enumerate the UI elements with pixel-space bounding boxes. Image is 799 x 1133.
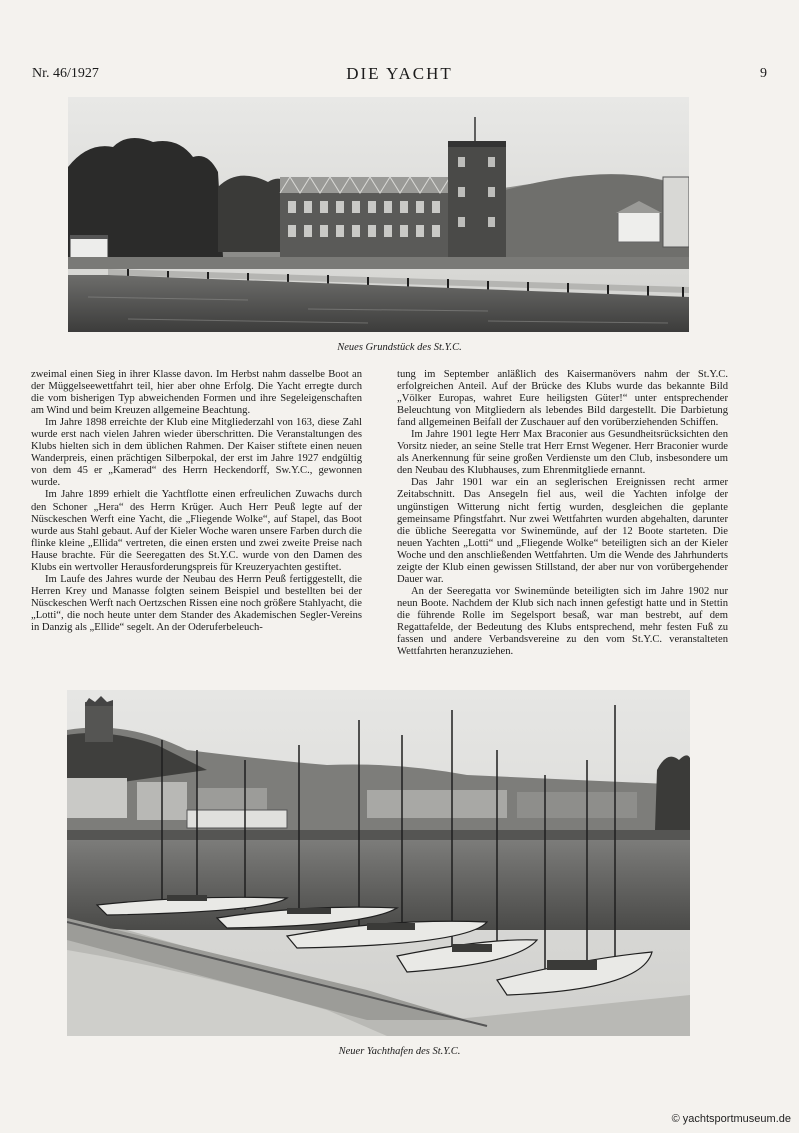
page-header xyxy=(32,62,767,86)
paragraph: Im Jahre 1901 legte Herr Max Braconier aus Gesundheitsrücksichten den Vorsitz nieder, an seine Stelle trat Herr Ernst Wegener. Herr Braconier wurde als Anerkennung für seine großen Verdienste um den Club, insbesondere um den Neubau des Klubhauses, zum Ehrenmitgliede ernannt. xyxy=(397,429,728,477)
article-column-right xyxy=(397,369,728,658)
paragraph: Im Laufe des Jahres wurde der Neubau des Herrn Peuß fertiggestellt, die Herren Krey und Manasse folgten seinem Beispiel und bestellten bei der Nüsckeschen Werft nach Oertzschen Rissen eine noch größere Stahlyacht, die „Lotti“, die noch heute unter dem Stander des Akademischen Segler-Vereins in Danzig als „Ellide“ segelt. An der Oderuferbeleuch- xyxy=(31,573,362,633)
page-number: 9 xyxy=(760,66,767,81)
clubhouse-photo xyxy=(68,97,689,332)
paragraph: Das Jahr 1901 war ein an seglerischen Ereignissen recht armer Zeitabschnitt. Das Ansegeln fiel aus, weil die Yachten infolge der ungünstigen Witterung nicht fertig wurden, desgleichen die geplante gemeinsame Pfingstfahrt. Nur zwei Wettfahrten wurden abgehalten, darunter die übliche Seeregatta vor Swinemünde, auf der 12 Boote starteten. Die neuen Yachten „Lotti“ und „Fliegende Wolke“ beteiligten sich an der Kieler Woche und den anschließenden Wettfahrten. Um die Wende des Jahrhunderts zeigte der Klub einen gewissen Stillstand, der aber nur von vorübergehender Dauer war. xyxy=(397,477,728,585)
paragraph: Im Jahre 1899 erhielt die Yachtflotte einen erfreulichen Zuwachs durch den Schoner „Hera“ des Herrn Krüger. Auch Herr Peuß legte auf der Nüsckeschen Werft eine Yacht, die „Fliegende Wolke“, auf Stapel, das Boot wurde aus Stahl gebaut. Auf der Kieler Woche waren unsere Farben durch die flinke kleine „Ellida“ vertreten, die einen ersten und zwei zweite Preise nach Hause brachte. Für die Seeregatten des St.Y.C. wurde von den Damen des Klubs ein wertvoller Herausforderungspreis für Kreuzeryachten gestiftet. xyxy=(31,489,362,573)
harbor-photo-caption: Neuer Yachthafen des St.Y.C. xyxy=(338,1046,461,1057)
paragraph: tung im September anläßlich des Kaisermanövers nahm der St.Y.C. erfolgreichen Anteil. Auf der Brücke des Klubs wurde das bekannte Bild „Völker Europas, wahret Eure heiligsten Güter!“ unter entsprechender Beleuchtung von Mitgliedern als lebendes Bild dargestellt. Die Darbietung fand allgemeinen Beifall der Zuschauer auf den vorüberziehenden Schiffen. xyxy=(397,369,728,429)
paragraph: An der Seeregatta vor Swinemünde beteiligten sich im Jahre 1902 nur neun Boote. Nachdem der Klub sich nach innen gefestigt hatte und in Stettin die führende Rolle im Segelsport besaß, war man bestrebt, auf dem Regattafelde, der Bedeutung des Klubs entsprechend, mehr festen Fuß zu fassen und andere Verbandsvereine zu den vom St.Y.C. veranstalteten Wettfahrten heranzuziehen. xyxy=(397,585,728,658)
magazine-title: DIE YACHT xyxy=(346,64,453,83)
copyright-watermark: © yachtsportmuseum.de xyxy=(671,1113,791,1125)
issue-number: Nr. 46/1927 xyxy=(32,66,99,81)
harbor-photo xyxy=(67,690,690,1036)
paragraph: zweimal einen Sieg in ihrer Klasse davon. Im Herbst nahm dasselbe Boot an der Müggelseewettfahrt teil, hier aber ohne Erfolg. Die Yacht erregte durch die vom bisherigen Typ abweichenden Formen und ihre Segeleigenschaften am Wind und beim Kreuzen allgemeine Beachtung. xyxy=(31,369,362,417)
article-column-left xyxy=(31,369,362,634)
paragraph: Im Jahre 1898 erreichte der Klub eine Mitgliederzahl von 163, diese Zahl wurde erst nach vielen Jahren wieder überschritten. Die Veranstaltungen des Klubs hielten sich in dem üblichen Rahmen. Der Kaiser stiftete einen neuen Wanderpreis, einen prächtigen Silberpokal, der erst im Jahre 1927 endgültig von dem 45 er „Kamerad“ des Herrn Heckendorff, Sw.Y.C., gewonnen wurde. xyxy=(31,417,362,489)
clubhouse-photo-caption: Neues Grundstück des St.Y.C. xyxy=(337,342,462,353)
